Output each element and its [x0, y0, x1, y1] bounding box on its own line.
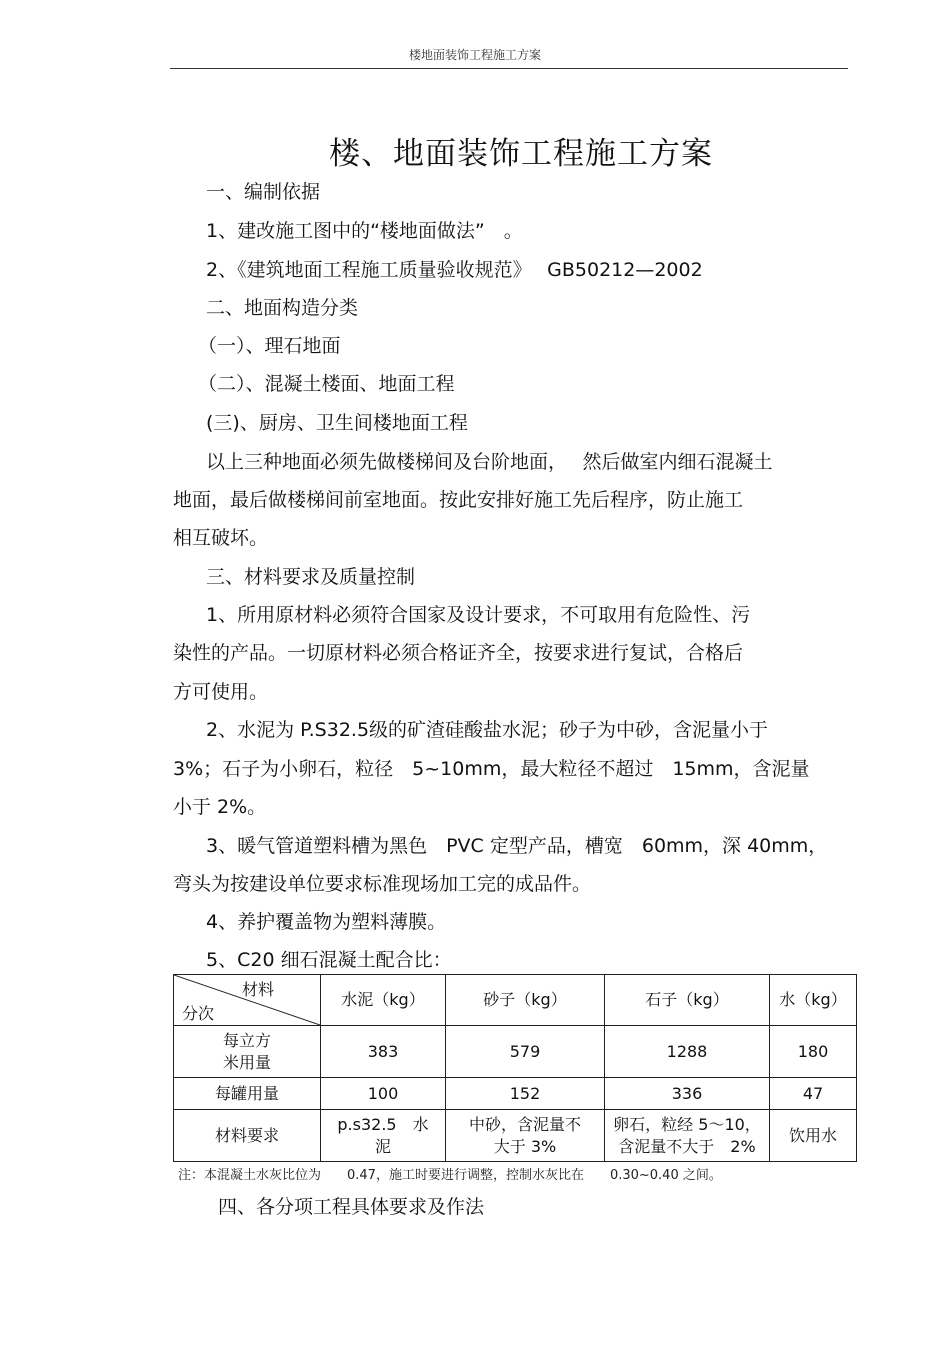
table-cell: 383 — [321, 1026, 446, 1078]
paragraph-line: 弯头为按建设单位要求标准现场加工完的成品件。 — [173, 873, 592, 895]
section-heading-2: 二、地面构造分类 — [206, 297, 359, 319]
row-label-line: 每立方 — [222, 1030, 271, 1050]
floor-type-1: （一）、理石地面 — [198, 335, 341, 357]
header-cell: 石子（kg） — [605, 975, 770, 1026]
table-row — [174, 1078, 857, 1110]
corner-cell — [174, 975, 321, 1026]
paragraph-line: 4、养护覆盖物为塑料薄膜。 — [206, 911, 447, 933]
floor-type-2: （二）、混凝土楼面、地面工程 — [198, 373, 455, 395]
paragraph-line: 3、暖气管道塑料槽为黑色 PVC 定型产品，槽宽 60mm，深 40mm， — [206, 835, 828, 857]
table-cell — [446, 1110, 605, 1162]
floor-type-3: (三)、厨房、卫生间楼地面工程 — [206, 412, 468, 434]
paragraph-line: 染性的产品。一切原材料必须合格证齐全，按要求进行复试，合格后 — [173, 642, 744, 664]
paragraph-line: 相互破坏。 — [173, 527, 269, 549]
header-cell: 水（kg） — [770, 975, 857, 1026]
table-cell: 180 — [770, 1026, 857, 1078]
section-heading-3: 三、材料要求及质量控制 — [206, 566, 416, 588]
paragraph-line: 3%；石子为小卵石，粒径 5~10mm，最大粒径不超过 15mm，含泥量 — [173, 758, 810, 780]
cell-line: p.s32.5 水 — [337, 1114, 429, 1134]
table-cell: 47 — [770, 1078, 857, 1110]
paragraph-line: 地面，最后做楼梯间前室地面。按此安排好施工先后程序，防止施工 — [173, 489, 744, 511]
cell-line: 中砂，含泥量不 — [468, 1114, 581, 1134]
paragraph-line: 1、所用原材料必须符合国家及设计要求，不可取用有危险性、污 — [206, 604, 751, 626]
table-cell: 336 — [605, 1078, 770, 1110]
basis-item-2: 2、《建筑地面工程施工质量验收规范》 GB50212—2002 — [206, 259, 703, 281]
cell-line: 大于 3% — [493, 1136, 557, 1156]
table-cell: 饮用水 — [770, 1110, 857, 1162]
cell-line: 含泥量不大于 2% — [618, 1136, 756, 1156]
paragraph-line: 小于 2%。 — [173, 796, 267, 818]
section-heading-1: 一、编制依据 — [206, 181, 321, 203]
table-cell: 1288 — [605, 1026, 770, 1078]
paragraph-line: 方可使用。 — [173, 681, 269, 703]
document-title: 楼、地面装饰工程施工方案 — [329, 136, 713, 172]
table-cell — [321, 1110, 446, 1162]
table-cell: 579 — [446, 1026, 605, 1078]
table-header-row — [174, 975, 857, 1026]
row-label: 每罐用量 — [174, 1078, 321, 1110]
paragraph-line: 以上三种地面必须先做楼梯间及台阶地面， 然后做室内细石混凝土 — [206, 451, 773, 473]
cell-line: 卵石，粒经 5～10， — [613, 1114, 761, 1134]
cell-line: 泥 — [374, 1136, 391, 1156]
table-row — [174, 1110, 857, 1162]
corner-bottom-label: 分次 — [182, 1004, 215, 1023]
table-cell: 152 — [446, 1078, 605, 1110]
basis-item-1: 1、建改施工图中的“楼地面做法” 。 — [206, 220, 523, 242]
table-row — [174, 1026, 857, 1078]
corner-top-label: 材料 — [242, 980, 275, 999]
row-label — [174, 1026, 321, 1078]
header-cell: 砂子（kg） — [446, 975, 605, 1026]
header-cell: 水泥（kg） — [321, 975, 446, 1026]
running-header: 楼地面装饰工程施工方案 — [408, 48, 541, 62]
table-note: 注：本混凝土水灰比位为 0.47，施工时要进行调整，控制水灰比在 0.30~0.40 之间。 — [178, 1168, 722, 1183]
header-rule — [170, 68, 848, 69]
table-caption: 5、C20 细石混凝土配合比： — [206, 949, 452, 971]
paragraph-line: 2、水泥为 P.S32.5级的矿渣硅酸盐水泥；砂子为中砂，含泥量小于 — [206, 719, 769, 741]
row-label: 材料要求 — [174, 1110, 321, 1162]
row-label-line: 米用量 — [222, 1052, 271, 1072]
table-cell: 100 — [321, 1078, 446, 1110]
mix-ratio-table — [173, 974, 857, 1162]
section-heading-4: 四、各分项工程具体要求及作法 — [218, 1196, 485, 1218]
table-cell — [605, 1110, 770, 1162]
